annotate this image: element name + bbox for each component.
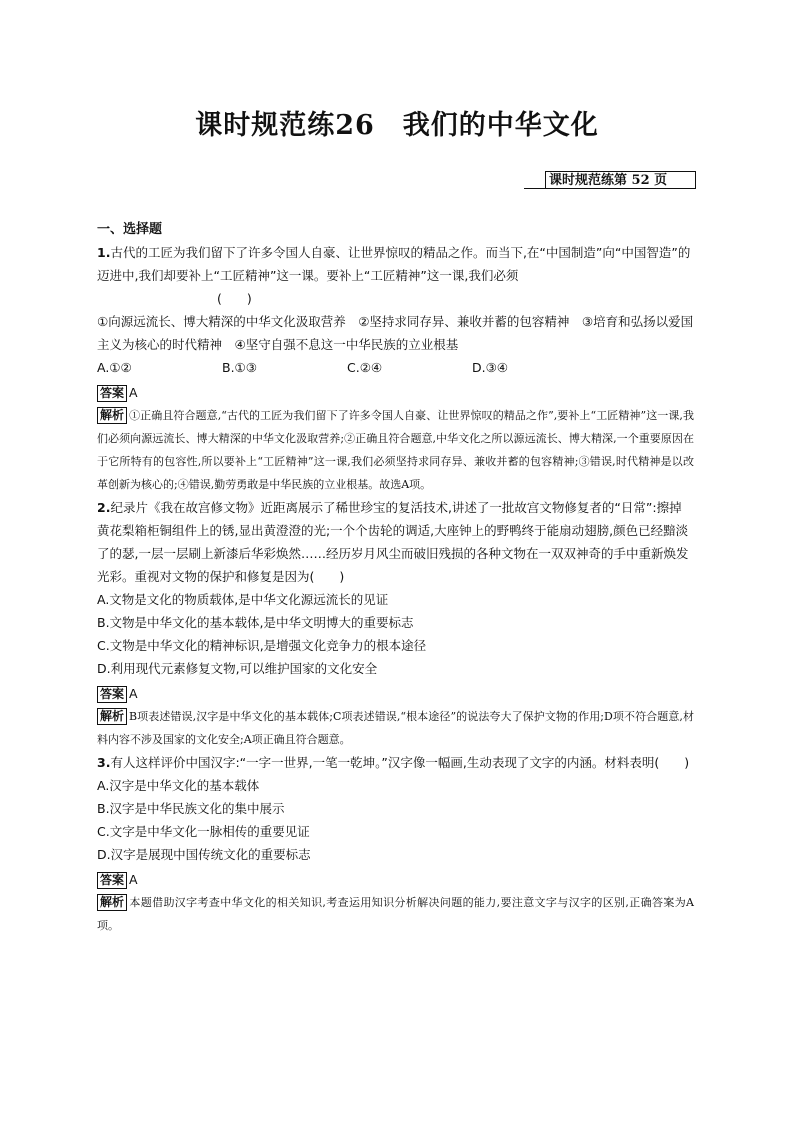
question-1-answer (97, 381, 694, 404)
section-heading: 一、选择题 (97, 222, 163, 237)
answer-tag: 答案 (97, 686, 127, 703)
option-b: B.汉字是中华民族文化的集中展示 (97, 801, 285, 816)
option-a: A.文物是文化的物质载体,是中华文化源远流长的见证 (97, 592, 389, 607)
page-ref-underline (524, 188, 546, 189)
analysis-tag: 解析 (97, 708, 127, 725)
answer-tag: 答案 (97, 385, 127, 402)
question-2-stem (97, 496, 694, 588)
question-2-number: 2. (97, 500, 111, 515)
option-b: B.文物是中华文化的基本载体,是中华文明博大的重要标志 (97, 615, 414, 630)
question-3-analysis (97, 891, 694, 937)
question-1-options (97, 356, 694, 379)
question-3-answer (97, 868, 694, 891)
question-1-number: 1. (97, 245, 111, 260)
answer-tag: 答案 (97, 872, 127, 889)
question-1 (97, 241, 694, 496)
analysis-tag: 解析 (97, 407, 127, 424)
option-c: C.文字是中华文化一脉相传的重要见证 (97, 824, 310, 839)
answer-value: A (129, 385, 138, 400)
analysis-tag: 解析 (97, 894, 127, 911)
question-1-statements: ①向源远流长、博大精深的中华文化汲取营养 ②坚持求同存异、兼收并蓄的包容精神 ③培育和弘扬以爱国主义为核心的时代精神 ④坚守自强不息这一中华民族的立业根基 (97, 314, 694, 352)
option-c: C.文物是中华文化的精神标识,是增强文化竞争力的根本途径 (97, 638, 427, 653)
analysis-text: ①正确且符合题意,“古代的工匠为我们留下了许多令国人自豪、让世界惊叹的精品之作”,要补上“工匠精神”这一课,我们必须向源远流长、博大精深的中华文化汲取营养;②正确且符合题意,中华文化之所以源远流长、博大精深,一个重要原因在于它所特有的包容性,所以要补上“工匠精神”这一课,我们必须坚持求同存异、兼收并蓄的包容精神;③错误,时代精神是以改革创新为核心的;④错误,勤劳勇敢是中华民族的立业根基。故选A项。 (97, 409, 694, 491)
option-c: C.②④ (347, 360, 383, 375)
question-2 (97, 496, 694, 751)
question-1-stem (97, 241, 694, 287)
page-ref-box: 课时规范练第 52 页 (545, 171, 696, 189)
question-3-text: 有人这样评价中国汉字:“一字一世界,一笔一乾坤。”汉字像一幅画,生动表现了文字的内涵。材料表明( ) (110, 755, 690, 770)
page-title: 课时规范练26 我们的中华文化 (195, 110, 599, 141)
question-2-analysis (97, 705, 694, 751)
question-1-bracket: ( ) (217, 291, 252, 306)
answer-value: A (129, 872, 138, 887)
question-content (97, 218, 694, 937)
option-d: D.③④ (472, 360, 509, 375)
analysis-text: 本题借助汉字考查中华文化的相关知识,考查运用知识分析解决问题的能力,要注意文字与汉字的区别,正确答案为A项。 (97, 896, 694, 932)
question-1-analysis (97, 404, 694, 496)
question-3 (97, 751, 694, 937)
question-2-answer (97, 682, 694, 705)
question-3-stem (97, 751, 694, 774)
option-b: B.①③ (222, 360, 257, 375)
question-3-number: 3. (97, 755, 111, 770)
option-a: A.①② (97, 360, 132, 375)
answer-value: A (129, 686, 138, 701)
question-2-text: 纪录片《我在故宫修文物》近距离展示了稀世珍宝的复活技术,讲述了一批故宫文物修复者的“日常”:擦掉黄花梨箱柜铜组件上的锈,显出黄澄澄的光;一个个齿轮的调适,大座钟上的野鸭终于能扇动翅膀,颜色已经黯淡了的瑟,一层一层刷上新漆后华彩焕然……经历岁月风尘而破旧残损的各种文物在一双双神奇的手中重新焕发光彩。重视对文物的保护和修复是因为( ) (97, 500, 689, 584)
option-d: D.汉字是展现中国传统文化的重要标志 (97, 847, 311, 862)
question-1-text: 古代的工匠为我们留下了许多令国人自豪、让世界惊叹的精品之作。而当下,在“中国制造”向“中国智造”的迈进中,我们却要补上“工匠精神”这一课。要补上“工匠精神”这一课,我们必须 (97, 245, 691, 283)
analysis-text: B项表述错误,汉字是中华文化的基本载体;C项表述错误,“根本途径”的说法夸大了保护文物的作用;D项不符合题意,材料内容不涉及国家的文化安全;A项正确且符合题意。 (97, 710, 694, 746)
option-d: D.利用现代元素修复文物,可以维护国家的文化安全 (97, 661, 378, 676)
option-a: A.汉字是中华文化的基本载体 (97, 778, 260, 793)
